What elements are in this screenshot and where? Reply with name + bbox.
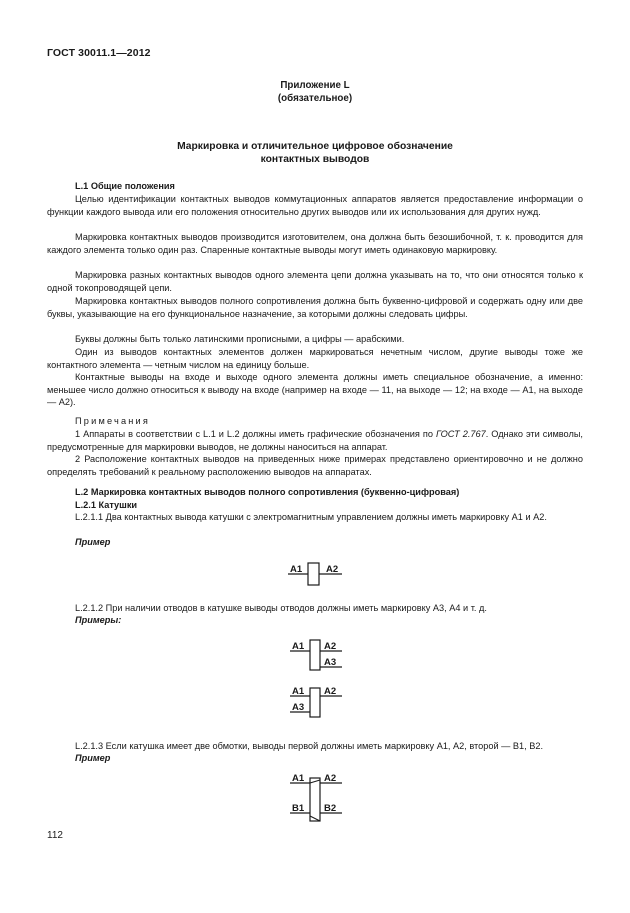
- coil-diagram-a1-a2: [288, 561, 348, 587]
- paragraph: Маркировка разных контактных выводов одного элемента цепи должна указывать на то, что они относятся только к одной токопроводящей цепи.: [47, 270, 583, 293]
- coil-symbol: [310, 640, 320, 670]
- standard-reference: ГОСТ 2.767: [435, 429, 486, 439]
- terminal-label-a3: A3: [324, 657, 337, 668]
- annex-status: (обязательное): [277, 93, 353, 104]
- standard-header: ГОСТ 30011.1—2012: [47, 47, 151, 59]
- terminal-label-a2: A2: [324, 686, 337, 697]
- section-heading-l2: L.2 Маркировка контактных выводов полного сопротивления (буквенно-цифровая): [75, 487, 460, 497]
- coil-symbol: [310, 778, 320, 821]
- coil-symbol: [310, 688, 320, 717]
- coil-diagram-tap-a3-left: [290, 683, 350, 719]
- page-number: 112: [47, 830, 63, 841]
- terminal-label-a3: A3: [292, 702, 305, 713]
- note-1-text-end: . Однако эти символы, предусмотренные для маркировки выводов, не должны наноситься на аппарат.: [47, 429, 583, 452]
- paragraph: Маркировка контактных выводов полного сопротивления должна быть буквенно-цифровой и содержать одну или две буквы, указывающие на его функциональное назначение, за которыми должны следовать цифры.: [47, 296, 583, 319]
- paragraph: Один из выводов контактных элементов должен маркироваться нечетным числом, другие выводы тоже же контактного элемента — четным числом на единицу больше.: [47, 347, 583, 370]
- terminal-label-a1: A1: [290, 564, 303, 575]
- note-2: 2 Расположение контактных выводов на приведенных ниже примерах представлено ориентировочно и не должно определять требований к реальному расположению выводов на аппаратах.: [47, 454, 583, 477]
- paragraph: Маркировка контактных выводов производится изготовителем, она должна быть безошибочной, т. к. проводится для каждого элемента только один раз. Спаренные контактные выводы могут иметь одинаковую маркировку.: [47, 232, 583, 255]
- coil-symbol: [308, 563, 319, 585]
- terminal-label-a1: A1: [292, 641, 305, 652]
- terminal-label-a2: A2: [326, 564, 339, 575]
- note-1-text: 1 Аппараты в соответствии с L.1 и L.2 должны иметь графические обозначения по: [75, 429, 433, 439]
- example-label: Примеры:: [75, 615, 122, 625]
- paragraph: L.2.1.2 При наличии отводов в катушке выводы отводов должны иметь маркировку А3, А4 и т. д.: [75, 603, 487, 613]
- annex-title: Приложение L: [280, 80, 350, 91]
- paragraph: Контактные выводы на входе и выходе одного элемента должны иметь специальное обозначение, а именно: меньшее число должно относиться к выводу на входе (например на входе — 11, на выходе — 12; на входе — А1, на выходе — А2).: [47, 372, 583, 408]
- paragraph: Целью идентификации контактных выводов коммутационных аппаратов является предоставление информации о функции каждого вывода или его положения относительно других выводов или их использования для других нужд.: [47, 194, 583, 217]
- notes-label: Примечания: [75, 416, 151, 426]
- terminal-label-a2: A2: [324, 641, 337, 652]
- terminal-label-a2: A2: [324, 773, 337, 784]
- terminal-label-a1: A1: [292, 773, 305, 784]
- paragraph: L.2.1.1 Два контактных вывода катушки с электромагнитным управлением должны иметь маркировку А1 и А2.: [75, 512, 547, 522]
- document-title-line2: контактных выводов: [260, 154, 370, 165]
- coil-diagram-tap-a3: [290, 638, 350, 674]
- terminal-label-b1: B1: [292, 803, 305, 814]
- document-title-line1: Маркировка и отличительное цифровое обозначение: [177, 141, 453, 152]
- note-1: [47, 428, 583, 453]
- terminal-label-b2: B2: [324, 803, 337, 814]
- example-label: Пример: [75, 537, 111, 547]
- subsection-heading-l21: L.2.1 Катушки: [75, 500, 138, 510]
- coil-diagram-two-windings: [290, 770, 350, 826]
- paragraph: L.2.1.3 Если катушка имеет две обмотки, выводы первой должны иметь маркировку А1, А2, второй — В1, В2.: [75, 741, 544, 751]
- example-label: Пример: [75, 753, 111, 763]
- section-heading-l1: L.1 Общие положения: [75, 181, 175, 191]
- terminal-label-a1: A1: [292, 686, 305, 697]
- paragraph: Буквы должны быть только латинскими прописными, а цифры — арабскими.: [75, 334, 405, 344]
